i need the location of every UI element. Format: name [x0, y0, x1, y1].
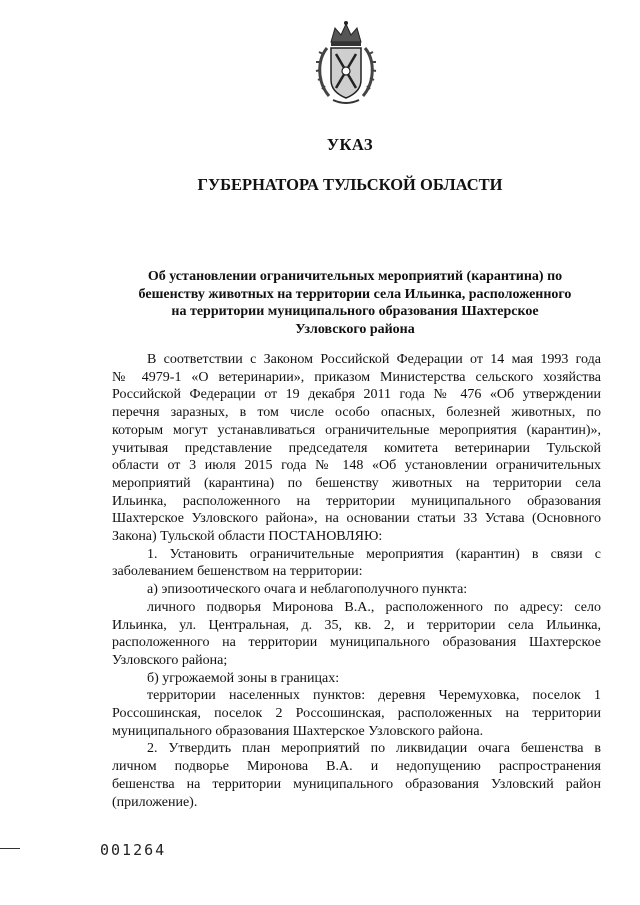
decree-subject [120, 268, 590, 338]
body-line: территории населенных пунктов: деревня Черемуховка, поселок 1 [147, 688, 601, 704]
subject-line: Об установлении ограничительных мероприятий (карантина) по [147, 269, 563, 284]
body-line: Ильинка, расположенного на территории муниципального образования [112, 493, 601, 509]
body-line: (приложение). [112, 794, 198, 810]
body-line: мероприятий (карантина) по бешенству животных на территории села [112, 475, 601, 491]
subject-line: бешенству животных на территории села Ильинка, расположенного [138, 286, 572, 302]
body-line: 2. Утвердить план мероприятий по ликвидации очага бешенства в [147, 741, 601, 757]
coat-of-arms-icon [313, 20, 379, 106]
body-line: области от 3 июля 2015 года № 148 «Об установлении ограничительных [112, 458, 601, 474]
body-line: б) угрожаемой зоны в границах: [147, 670, 340, 686]
document-serial-number: 001264 [100, 841, 167, 859]
body-line: В соответствии с Законом Российской Федерации от 14 мая 1993 года [147, 352, 601, 367]
subject-line: на территории муниципального образования Шахтерское [171, 304, 539, 319]
body-line: расположенного на территории муниципального образования Шахтерское [112, 635, 601, 651]
body-line: Россошинская, поселок 2 Россошинская, расположенных на территории [112, 706, 601, 722]
body-line: личного подворья Миронова В.А., расположенного по адресу: село [147, 599, 601, 615]
decree-body [112, 351, 601, 811]
body-line: Узловского района; [112, 652, 228, 668]
body-line: личном подворье Миронова В.А. и недопущению распространения [112, 759, 601, 775]
body-line: Закона) Тульской области ПОСТАНОВЛЯЮ: [112, 529, 383, 545]
body-line: перечня заразных, в том числе особо опасных, болезней животных, по [112, 405, 601, 421]
subject-line: Узловского района [295, 321, 415, 337]
issuer-title: ГУБЕРНАТОРА ТУЛЬСКОЙ ОБЛАСТИ [197, 175, 503, 194]
body-line: Ильинка, ул. Центральная, д. 35, кв. 2, и территории села Ильинка, [112, 617, 601, 633]
margin-tick-mark [0, 848, 20, 849]
body-line: которым могут устанавливаться ограничительные мероприятия (карантин)», [112, 422, 601, 438]
document-type-title: УКАЗ [326, 135, 374, 154]
body-line: № 4979-1 «О ветеринарии», приказом Министерства сельского хозяйства [112, 369, 601, 385]
body-line: 1. Установить ограничительные мероприятия (карантин) в связи с [147, 546, 601, 562]
body-line: учитывая представление председателя комитета ветеринарии Тульской [112, 440, 601, 456]
body-line: муниципального образования Шахтерское Узловского района. [112, 723, 484, 739]
body-line: заболеванием бешенством на территории: [112, 564, 363, 580]
body-line: Российской Федерации от 19 декабря 2011 года № 476 «Об утверждении [112, 387, 601, 403]
body-line: Шахтерское Узловского района», на основании статьи 33 Устава (Основного [112, 511, 601, 527]
body-line: бешенства на территории муниципального образования Узловский район [112, 776, 601, 792]
body-line: а) эпизоотического очага и неблагополучного пункта: [147, 582, 468, 598]
